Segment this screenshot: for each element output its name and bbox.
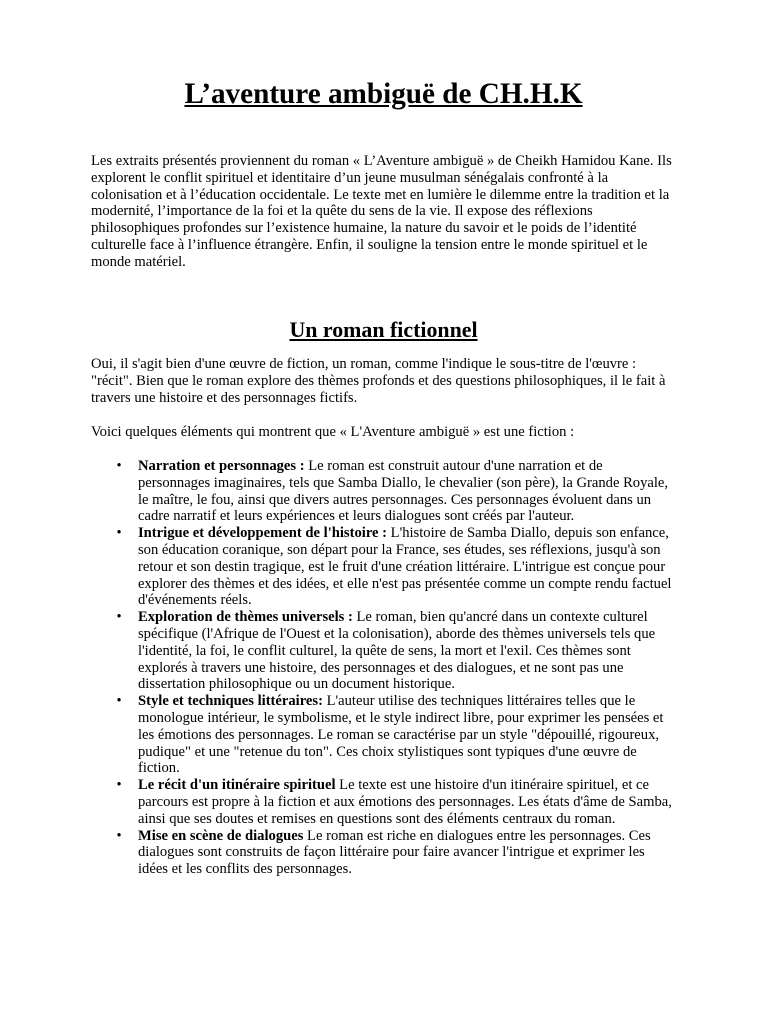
list-item-title: Mise en scène de dialogues xyxy=(138,827,304,844)
intro-paragraph: Les extraits présentés proviennent du roman « L’Aventure ambiguë » de Cheikh Hamidou Kane. Ils explorent le conflit spirituel et identitaire d’un jeune musulman sénégalais confronté à la colonisation et à l’éducation occidentale. Le texte met en lumière le dilemme entre la tradition et la modernité, l’importance de la foi et la quête du sens de la vie. Il expose des réflexions philosophiques profondes sur l’existence humaine, la nature du savoir et le poids de l’identité culturelle face à l’influence étrangère. Enfin, il souligne la tension entre le monde spirituel et le monde matériel. xyxy=(91,153,672,270)
document-content xyxy=(91,78,676,878)
list-item-title: Le récit d'un itinéraire spirituel xyxy=(138,777,336,794)
body-paragraph-2: Voici quelques éléments qui montrent que « L'Aventure ambiguë » est une fiction : xyxy=(91,424,575,440)
list-item-text: Le texte est une histoire d'un itinéraire spirituel, et ce parcours est propre à la fiction et aux émotions des personnages. Les états d'âme de Samba, ainsi que ses doutes et remises en questions sont des éléments centraux du roman. xyxy=(138,777,672,827)
list-item xyxy=(91,525,676,609)
bullet-icon: • xyxy=(116,609,122,626)
section-heading: Un roman fictionnel xyxy=(289,317,478,342)
list-item xyxy=(91,458,676,525)
list-item xyxy=(91,828,676,878)
list-item-title: Intrigue et développement de l'histoire : xyxy=(138,525,388,542)
list-item-text: Le roman, bien qu'ancré dans un contexte culturel spécifique (l'Afrique de l'Ouest et la colonisation), aborde des thèmes universels tels que l'identité, la foi, le conflit culturel, la quête de sens, la mort et l'exil. Ces thèmes sont explorés à travers une histoire, des personnages et des dialogues, et ne sont pas une dissertation philosophique ou un document historique. xyxy=(138,609,656,693)
bullet-list xyxy=(91,458,676,878)
list-item xyxy=(91,609,676,693)
document-title: L’aventure ambiguë de CH.H.K xyxy=(184,78,583,110)
list-item xyxy=(91,693,676,777)
list-item-text: Le roman est riche en dialogues entre les personnages. Ces dialogues sont construits de façon littéraire pour faire avancer l'intrigue et exprimer les idées et les conflits des personnages. xyxy=(138,827,651,878)
list-item-title: Style et techniques littéraires: xyxy=(138,693,323,710)
list-item xyxy=(91,777,676,827)
bullet-icon: • xyxy=(116,777,122,794)
bullet-icon: • xyxy=(116,827,122,844)
list-item-text: L'auteur utilise des techniques littéraires telles que le monologue intérieur, le symbolisme, et le style indirect libre, pour exprimer les pensées et les émotions des personnages. Le roman se caractérise par un style "dépouillé, rigoureux, pudique" et une "retenue du ton". Ces choix stylistiques sont typiques d'une œuvre de fiction. xyxy=(138,693,664,777)
list-item-text: L'histoire de Samba Diallo, depuis son enfance, son éducation coranique, son départ pour la France, ses études, ses réflexions, jusqu'à son retour et son destin tragique, est le fruit d'une création littéraire. L'intrigue est conçue pour explorer des thèmes et des idées, et elle n'est pas présentée comme un compte rendu factuel d'événements réels. xyxy=(138,525,672,609)
list-item-title: Narration et personnages : xyxy=(138,458,305,474)
list-item-text: Le roman est construit autour d'une narration et de personnages imaginaires, tels que Samba Diallo, le chevalier (son père), la Grande Royale, le maître, le fou, ainsi que divers autres personnages. Ces personnages évoluent dans un cadre narratif et leurs expériences et leurs dialogues sont créés par l'auteur. xyxy=(138,458,669,525)
bullet-icon: • xyxy=(116,693,122,710)
bullet-icon: • xyxy=(116,458,122,474)
list-item-title: Exploration de thèmes universels : xyxy=(138,609,353,626)
body-paragraph-1: Oui, il s'agit bien d'une œuvre de fiction, un roman, comme l'indique le sous-titre de l'œuvre : "récit". Bien que le roman explore des thèmes profonds et des questions philosophiques, il le fait à travers une histoire et des personnages fictifs. xyxy=(91,356,666,406)
bullet-icon: • xyxy=(116,525,122,542)
